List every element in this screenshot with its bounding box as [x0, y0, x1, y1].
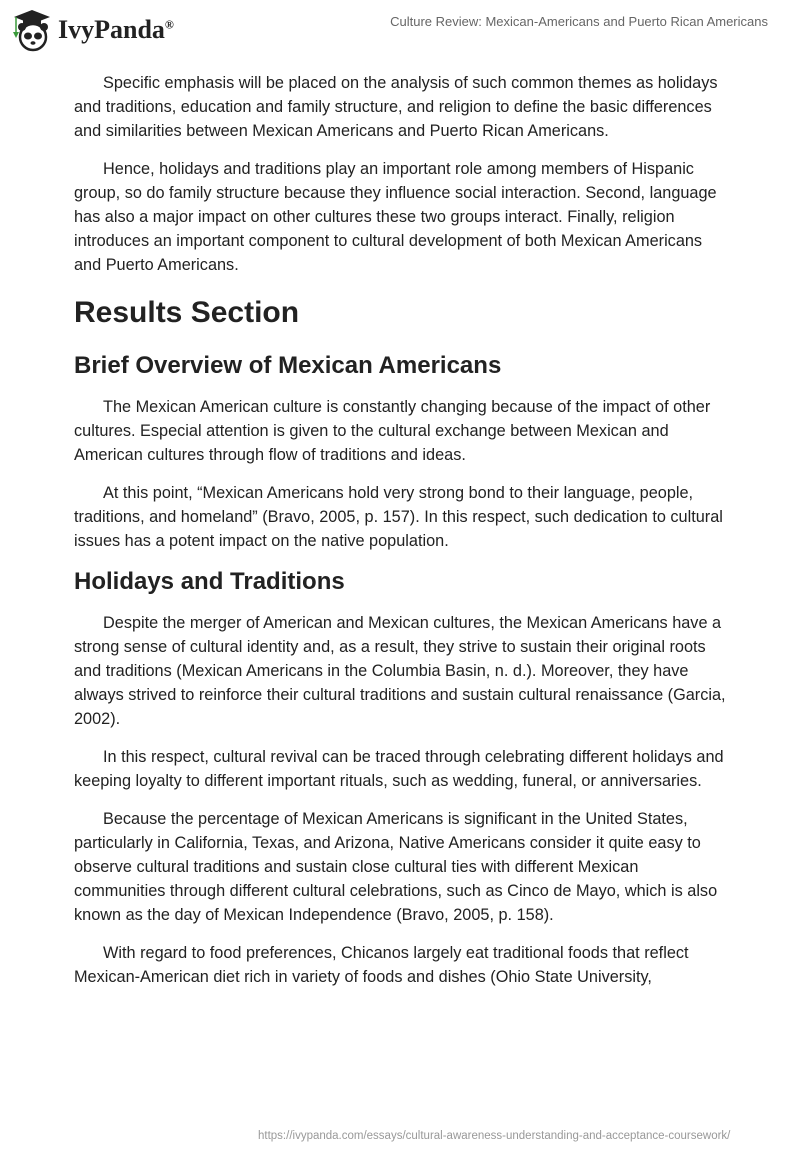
subsection-heading: Brief Overview of Mexican Americans: [74, 352, 502, 379]
page-header: [0, 0, 800, 60]
logo-text: IvyPanda®: [58, 15, 174, 44]
paragraph: Specific emphasis will be placed on the analysis of such common themes as holidays and traditions, education and family structure, and religion to define the basic differences and similarities between Mexican Americans and Puerto Rican Americans.: [74, 74, 718, 140]
paragraph: At this point, “Mexican Americans hold very strong bond to their language, people, traditions, and homeland” (Bravo, 2005, p. 157). In this respect, such dedication to cultural issues has a potent impact on the native population.: [74, 484, 723, 550]
paragraph: In this respect, cultural revival can be traced through celebrating different holidays and keeping loyalty to different important rituals, such as wedding, funeral, or anniversaries.: [74, 748, 724, 790]
paragraph: Hence, holidays and traditions play an important role among members of Hispanic group, so do family structure because they influence social interaction. Second, language has also a major impact on other cultures these two groups interact. Finally, religion introduces an important component to cultural development of both Mexican Americans and Puerto Americans.: [74, 160, 717, 274]
section-heading: Results Section: [74, 296, 300, 329]
source-url[interactable]: https://ivypanda.com/essays/cultural-awareness-understanding-and-acceptance-coursework/: [258, 1130, 731, 1142]
subsection-heading: Holidays and Traditions: [74, 568, 345, 595]
paragraph: Despite the merger of American and Mexican cultures, the Mexican Americans have a strong sense of cultural identity and, as a result, they strive to sustain their original roots and traditions (Mexican Americans in the Columbia Basin, n. d.). Moreover, they have always strived to reinforce their cultural traditions and sustain cultural renaissance (Garcia, 2002).: [74, 614, 726, 728]
panda-graduate-icon: [12, 8, 52, 52]
paragraph: Because the percentage of Mexican Americans is significant in the United States, particularly in California, Texas, and Arizona, Native Americans consider it quite easy to observe cultural traditions and sustain close cultural ties with different Mexican communities through different cultural celebrations, such as Cinco de Mayo, which is also known as the day of Mexican Independence (Bravo, 2005, p. 158).: [74, 810, 718, 924]
paragraph: With regard to food preferences, Chicanos largely eat traditional foods that reflect Mexican-American diet rich in variety of foods and dishes (Ohio State University,: [74, 944, 689, 986]
ivypanda-logo[interactable]: [12, 8, 174, 52]
paragraph: The Mexican American culture is constantly changing because of the impact of other cultures. Especial attention is given to the cultural exchange between Mexican and American cultures through flow of traditions and ideas.: [74, 398, 711, 464]
document-title: Culture Review: Mexican-Americans and Puerto Rican Americans: [390, 14, 768, 29]
article-body: [74, 71, 728, 1003]
